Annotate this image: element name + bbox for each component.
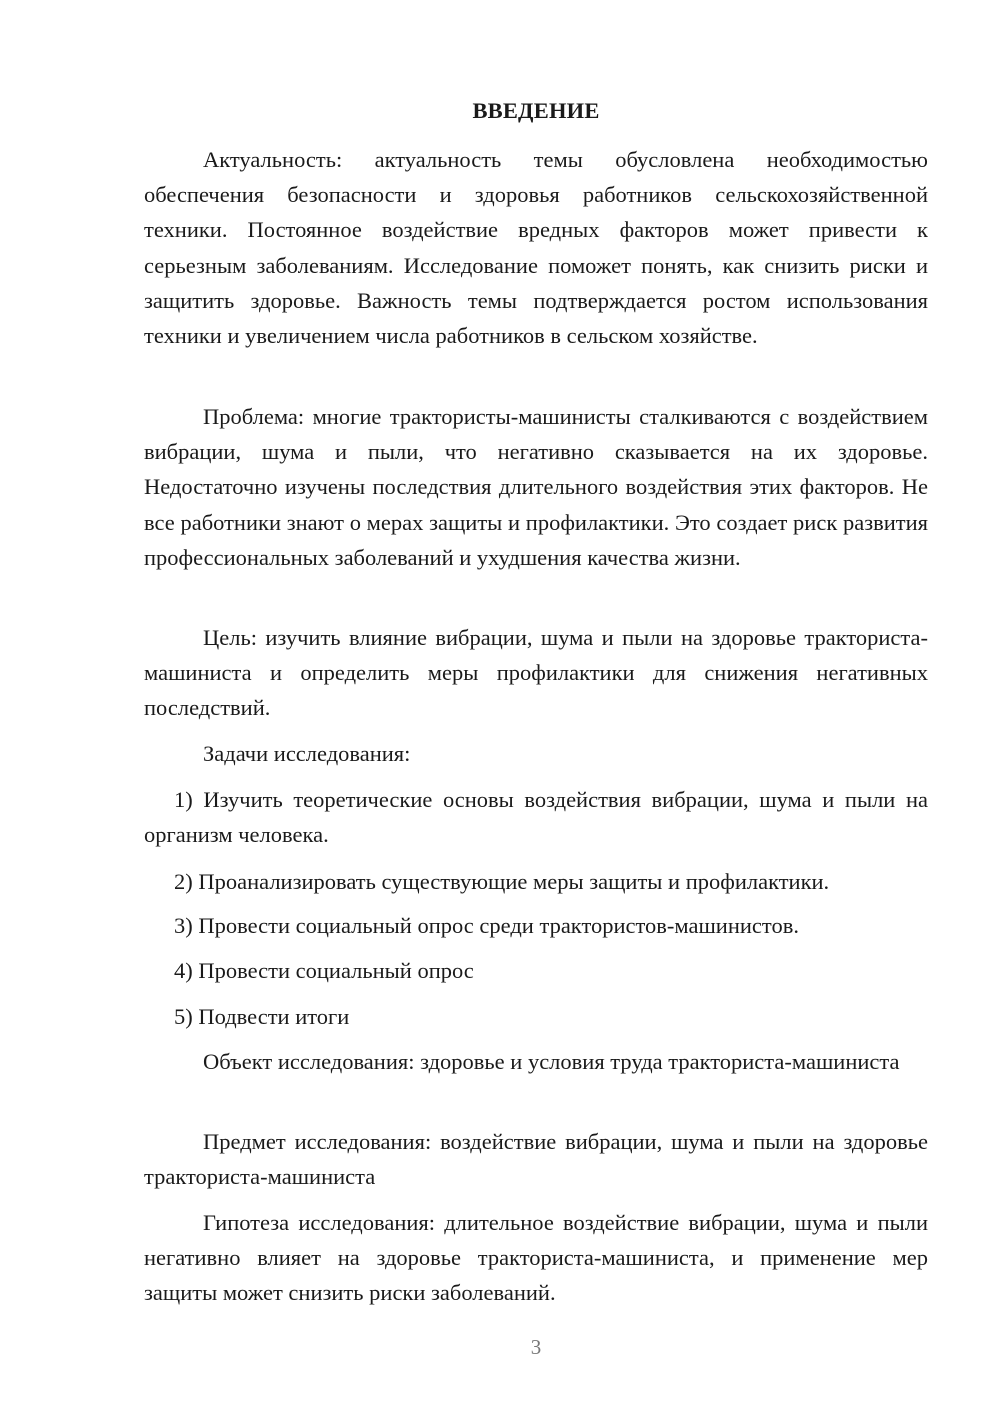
- paragraph-goal: Цель: изучить влияние вибрации, шума и пыли на здоровье тракториста-машиниста и определить меры профилактики для снижения негативных последствий.: [144, 625, 928, 721]
- task-item-1: 1) Изучить теоретические основы воздействия вибрации, шума и пыли на организм человека.: [144, 787, 928, 848]
- paragraph-problem: Проблема: многие трактористы-машинисты сталкиваются с воздействием вибрации, шума и пыли, что негативно сказывается на их здоровье. Недостаточно изучены последствия длительного воздействия этих факторов. Не все работники знают о мерах защиты и профилактики. Это создает риск развития профессиональных заболеваний и ухудшения качества жизни.: [144, 404, 928, 570]
- paragraph-object: Объект исследования: здоровье и условия труда тракториста-машиниста: [203, 1049, 900, 1074]
- paragraph-subject: Предмет исследования: воздействие вибрации, шума и пыли на здоровье тракториста-машиниста: [144, 1129, 928, 1190]
- paragraph-relevance: Актуальность: актуальность темы обусловлена необходимостью обеспечения безопасности и здоровья работников сельскохозяйственной техники. Постоянное воздействие вредных факторов может привести к серьезным заболеваниям. Исследование поможет понять, как снизить риски и защитить здоровье. Важность темы подтверждается ростом использования техники и увеличением числа работников в сельском хозяйстве.: [144, 147, 928, 349]
- paragraph-hypothesis: Гипотеза исследования: длительное воздействие вибрации, шума и пыли негативно влияет на здоровье тракториста-машиниста, и применение мер защиты может снизить риски заболеваний.: [144, 1210, 928, 1306]
- task-item-2: 2) Проанализировать существующие меры защиты и профилактики.: [174, 869, 830, 894]
- task-item-4: 4) Провести социальный опрос: [174, 958, 474, 983]
- task-item-3: 3) Провести социальный опрос среди трактористов-машинистов.: [174, 913, 799, 938]
- page-number: 3: [530, 1335, 542, 1359]
- section-heading: ВВЕДЕНИЕ: [472, 98, 600, 123]
- task-item-5: 5) Подвести итоги: [174, 1004, 350, 1029]
- paragraph-tasks-intro: Задачи исследования:: [203, 741, 411, 766]
